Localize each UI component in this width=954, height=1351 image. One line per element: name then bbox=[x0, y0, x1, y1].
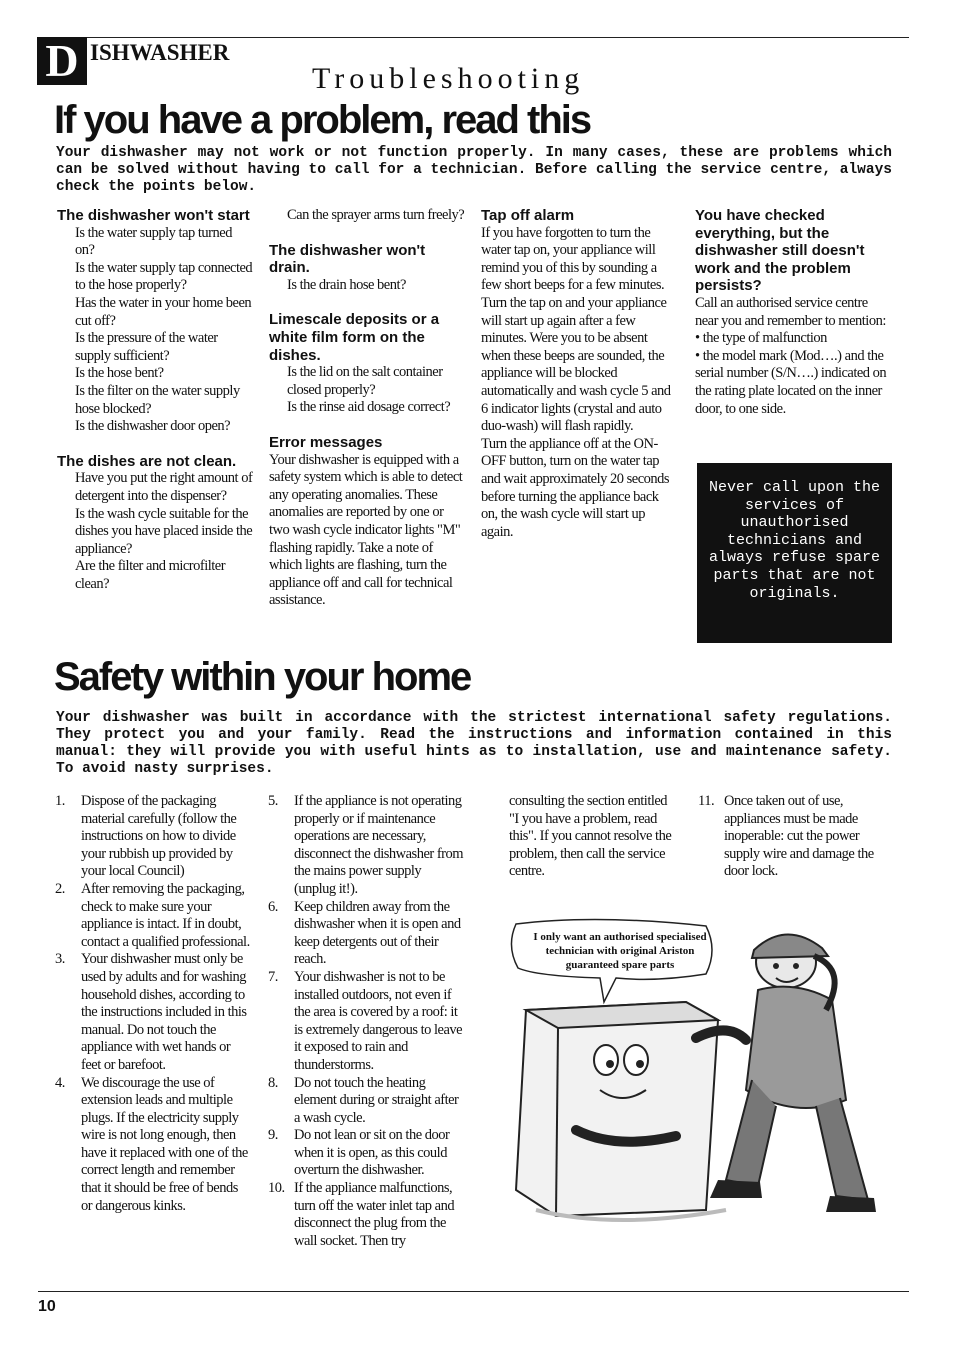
list-item: Is the pressure of the water supply sufficient? bbox=[75, 330, 218, 364]
safety-list-column-4 bbox=[698, 793, 893, 881]
safety-intro: Your dishwasher was built in accordance with the strictest international safety regulations. They protect you and your family. Read the instructions and information contained in this manual: they will provide you with useful hints as to installation, use and maintenance safety. To avoid nasty surprises. bbox=[56, 710, 892, 777]
warning-text: Never call upon the services of unauthorised technicians and always refuse spare parts that are not originals. bbox=[708, 479, 881, 602]
not-clean-heading: The dishes are not clean. bbox=[57, 452, 237, 470]
page-subtitle: Troubleshooting bbox=[312, 62, 585, 95]
safety-list-continuation bbox=[509, 793, 679, 881]
problem-title: If you have a problem, read this bbox=[54, 98, 591, 142]
list-item: • the model mark (Mod….) and the serial number (S/N….) indicated on the rating plate located on the inner door, to one side. bbox=[695, 347, 887, 417]
safety-list-column-1 bbox=[55, 793, 251, 1215]
list-item: • the type of malfunction bbox=[695, 330, 827, 347]
list-item: Is the dishwasher door open? bbox=[75, 418, 231, 435]
list-item: 7. Your dishwasher is not to be installed outdoors, not even if the area is covered by a roof: it is extremely dangerous to leave it exposed to rain and thunderstorms. bbox=[268, 968, 463, 1073]
list-item: Is the drain hose bent? bbox=[287, 276, 406, 293]
list-item: Is the wash cycle suitable for the dishes you have placed inside the appliance? bbox=[75, 505, 253, 557]
safety-title: Safety within your home bbox=[54, 655, 471, 699]
list-item: 1. Dispose of the packaging material carefully (follow the instructions on how to divide your rubbish up provided by your local Council) bbox=[55, 793, 237, 880]
troubleshooting-column-3 bbox=[481, 207, 677, 541]
list-item: Is the lid on the salt container closed properly? bbox=[287, 364, 443, 398]
list-item: Is the hose bent? bbox=[75, 365, 164, 382]
list-item: Is the water supply tap turned on? bbox=[75, 224, 232, 259]
list-item: 11. Once taken out of use, appliances must be made inoperable: cut the power supply wire and damage the door lock. bbox=[698, 793, 874, 880]
persists-text: Call an authorised service centre near you and remember to mention: bbox=[695, 294, 886, 329]
list-item: Is the water supply tap connected to the hose properly? bbox=[75, 259, 253, 294]
troubleshooting-column-4 bbox=[695, 207, 892, 418]
list-item-continuation: consulting the section entitled "I you have a problem, read this". If you cannot resolve the problem, then call the service centre. bbox=[509, 793, 672, 880]
list-item: 3. Your dishwasher must only be used by adults and for washing household dishes, according to the instructions included in this manual. Do not touch the appliance with wet hands or feet or barefoot. bbox=[55, 951, 247, 1073]
problem-intro: Your dishwasher may not work or not function properly. In many cases, these are problems which can be solved without having to call for a technician. Before calling the service centre, always check the points below. bbox=[56, 145, 892, 195]
list-item: 9. Do not lean or sit on the door when it is open, as this could overturn the dishwasher. bbox=[268, 1127, 450, 1179]
limescale-heading: Limescale deposits or a white film form on the dishes. bbox=[269, 311, 440, 364]
list-item: Is the rinse aid dosage correct? bbox=[287, 399, 451, 416]
list-item: 4. We discourage the use of extension leads and multiple plugs. If the electricity supply wire is not long enough, then have it replaced with one of the correct length and remember that it should be free of bends or dangerous kinks. bbox=[55, 1074, 248, 1214]
error-messages-heading: Error messages bbox=[269, 433, 383, 451]
list-item: Have you put the right amount of detergent into the dispenser? bbox=[75, 470, 253, 504]
speech-bubble-text: I only want an authorised specialised technician with original Ariston guaranteed spare parts bbox=[533, 931, 707, 971]
wont-drain-heading: The dishwasher won't drain. bbox=[269, 241, 426, 277]
safety-list-column-2 bbox=[268, 793, 464, 1250]
troubleshooting-column-2 bbox=[269, 207, 465, 610]
section-initial: D bbox=[37, 37, 87, 85]
list-item: Is the filter on the water supply hose blocked? bbox=[75, 382, 240, 417]
tap-off-text: If you have forgotten to turn the water tap on, your appliance will remind you of this by sounding a few short beeps for a few minutes. Turn the tap on and your appliance will start up again after a few minutes. Were you to be absent when these beeps are sounded, the appliance will be blocked automatically and wash cycle 5 and 6 indicator lights (crystal and auto duo-wash) will flash rapidly. bbox=[481, 224, 671, 435]
bottom-rule bbox=[38, 1291, 909, 1292]
wont-start-heading: The dishwasher won't start bbox=[57, 207, 250, 224]
list-item: 2. After removing the packaging, check to make sure your appliance is intact. If in doubt, contact a qualified professional. bbox=[55, 880, 250, 950]
troubleshooting-column-1 bbox=[57, 207, 253, 593]
warning-box bbox=[697, 463, 892, 643]
section-name: ISHWASHER bbox=[90, 40, 230, 65]
tap-off-heading: Tap off alarm bbox=[481, 207, 575, 224]
tap-off-text-2: Turn the appliance off at the ON-OFF button, turn on the water tap and wait approximately 20 seconds before turning the appliance back on, the wash cycle will start up again. bbox=[481, 435, 670, 540]
list-item: 5. If the appliance is not operating properly or if maintenance operations are necessary, disconnect the dishwasher from the mains power supply (unplug it!). bbox=[268, 793, 464, 897]
list-item: Can the sprayer arms turn freely? bbox=[287, 207, 465, 223]
top-rule bbox=[86, 37, 909, 38]
persists-heading: You have checked everything, but the dishwasher still doesn't work and the problem persists? bbox=[695, 207, 865, 295]
error-messages-text: Your dishwasher is equipped with a safety system which is able to detect any operating anomalies. These anomalies are reported by one or two wash cycle indicator lights "M" flashing rapidly. Take a note of which lights are flashing, turn the appliance off and call for technical assistance. bbox=[269, 451, 463, 609]
page-number: 10 bbox=[38, 1298, 56, 1315]
list-item: Has the water in your home been cut off? bbox=[75, 294, 252, 329]
list-item: 10. If the appliance malfunctions, turn off the water inlet tap and disconnect the plug from the wall socket. Then try bbox=[268, 1180, 455, 1249]
list-item: 8. Do not touch the heating element during or straight after a wash cycle. bbox=[268, 1074, 459, 1126]
list-item: 6. Keep children away from the dishwasher when it is open and keep detergents out of their reach. bbox=[268, 898, 461, 968]
list-item: Are the filter and microfilter clean? bbox=[75, 558, 226, 592]
